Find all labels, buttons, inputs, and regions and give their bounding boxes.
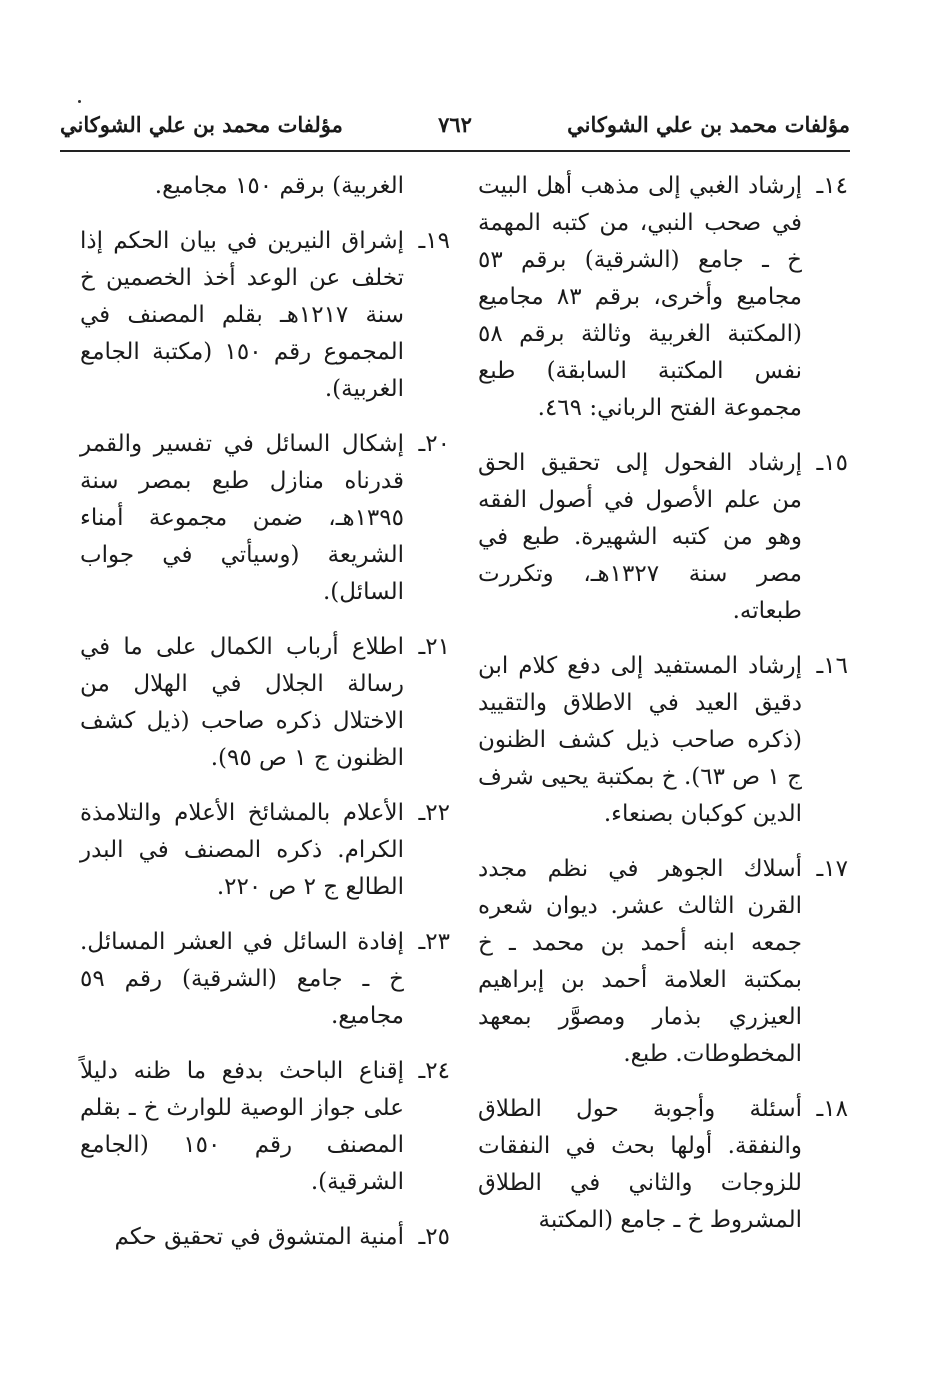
entry-text: إقناع الباحث بدفع ما ظنه دليلاً على جواز الوصية للوارث خ ـ بقلم المصنف رقم ١٥٠ (الجامع الشرقية). [80,1058,404,1195]
entry-24 [80,1053,450,1201]
page-number: ٧٦٢ [438,112,472,137]
page-header [60,112,850,148]
header-rule [60,150,850,152]
entry-21 [80,629,450,777]
stray-dot [78,100,81,103]
entry-number: ٢٤ـ [418,1058,450,1084]
entry-15 [478,445,848,630]
entry-text: إشراق النيرين في بيان الحكم إذا تخلف عن الوعد أخذ الخصمين خ سنة ١٢١٧هـ بقلم المصنف في المجموع رقم ١٥٠ (مكتبة الجامع الغربية). [80,228,405,402]
running-title-left: مؤلفات محمد بن علي الشوكاني [60,112,343,137]
entry-text: إرشاد الفحول إلى تحقيق الحق من علم الأصول في أصول الفقه وهو من كتبه الشهيرة. طبع في مصر سنة ١٣٢٧هـ، وتكررت طبعاته. [478,450,803,624]
entry-number: ١٤ـ [816,173,848,199]
entry-number: ١٥ـ [816,450,848,476]
left-column [80,168,450,1274]
entry-number: ٢٢ـ [418,800,450,826]
entry-19 [80,223,450,408]
right-column [478,168,848,1257]
entry-number: ٢٠ـ [418,431,450,457]
entry-18-continuation: الغربية) برقم ١٥٠ مجاميع. [154,173,404,199]
entry-18 [478,1091,848,1239]
entry-text: أمنية المتشوق في تحقيق حكم [114,1224,404,1250]
entry-number: ٢٥ـ [418,1224,450,1250]
entry-14 [478,168,848,427]
entry-text: إرشاد الغبي إلى مذهب أهل البيت في صحب النبي، من كتبه المهمة خ ـ جامع (الشرقية) برقم ٥٣ مجاميع وأخرى، برقم ٨٣ مجاميع (المكتبة الغربية وثالثة برقم ٥٨ نفس المكتبة السابقة) طبع مجموعة الفتح الرباني: ٤٦٩. [478,173,802,421]
entry-text: اطلاع أرباب الكمال على ما في رسالة الجلال في الهلال من الاختلال ذكره صاحب (ذيل كشف الظنون ج ١ ص ٩٥). [80,634,404,771]
entry-number: ٢٣ـ [418,929,450,955]
entry-25 [80,1219,450,1256]
entry-22 [80,795,450,906]
entry-text: أسلاك الجوهر في نظم مجدد القرن الثالث عشر. ديوان شعره جمعه ابنه أحمد بن محمد ـ خ بمكتبة العلامة أحمد بن إبراهيم العيزري بذمار ومصوَّر بمعهد المخطوطات. طبع. [478,856,802,1067]
entry-17 [478,851,848,1073]
entry-number: ٢١ـ [418,634,450,660]
entry-number: ١٩ـ [418,228,450,254]
entry-number: ١٦ـ [816,653,848,679]
entry-23 [80,924,450,1035]
entry-text: إشكال السائل في تفسير والقمر قدرناه منازل طبع بمصر سنة ١٣٩٥هـ، ضمن مجموعة أمناء الشريعة (وسيأتي في جواب السائل). [80,431,404,605]
entry-20 [80,426,450,611]
entry-text: إرشاد المستفيد إلى دفع كلام ابن دقيق العيد في الاطلاق والتقييد (ذكره صاحب ذيل كشف الظنون ج ١ ص ٦٣). خ بمكتبة يحيى شرف الدين كوكبان بصنعاء. [478,653,802,827]
entry-number: ١٧ـ [816,856,848,882]
entry-number: ١٨ـ [816,1096,848,1122]
entry-text: الأعلام بالمشائخ الأعلام والتلامذة الكرام. ذكره المصنف في البدر الطالع ج ٢ ص ٢٢٠. [80,800,404,900]
entry-16 [478,648,848,833]
entry-text: أسئلة وأجوبة حول الطلاق والنفقة. أولها بحث في النفقات للزوجات والثاني في الطلاق المشروط خ ـ جامع (المكتبة [478,1096,802,1233]
entry-text: إفادة السائل في العشر المسائل. خ ـ جامع (الشرقية) رقم ٥٩ مجاميع. [80,929,404,1029]
running-title-right: مؤلفات محمد بن علي الشوكاني [567,112,850,137]
